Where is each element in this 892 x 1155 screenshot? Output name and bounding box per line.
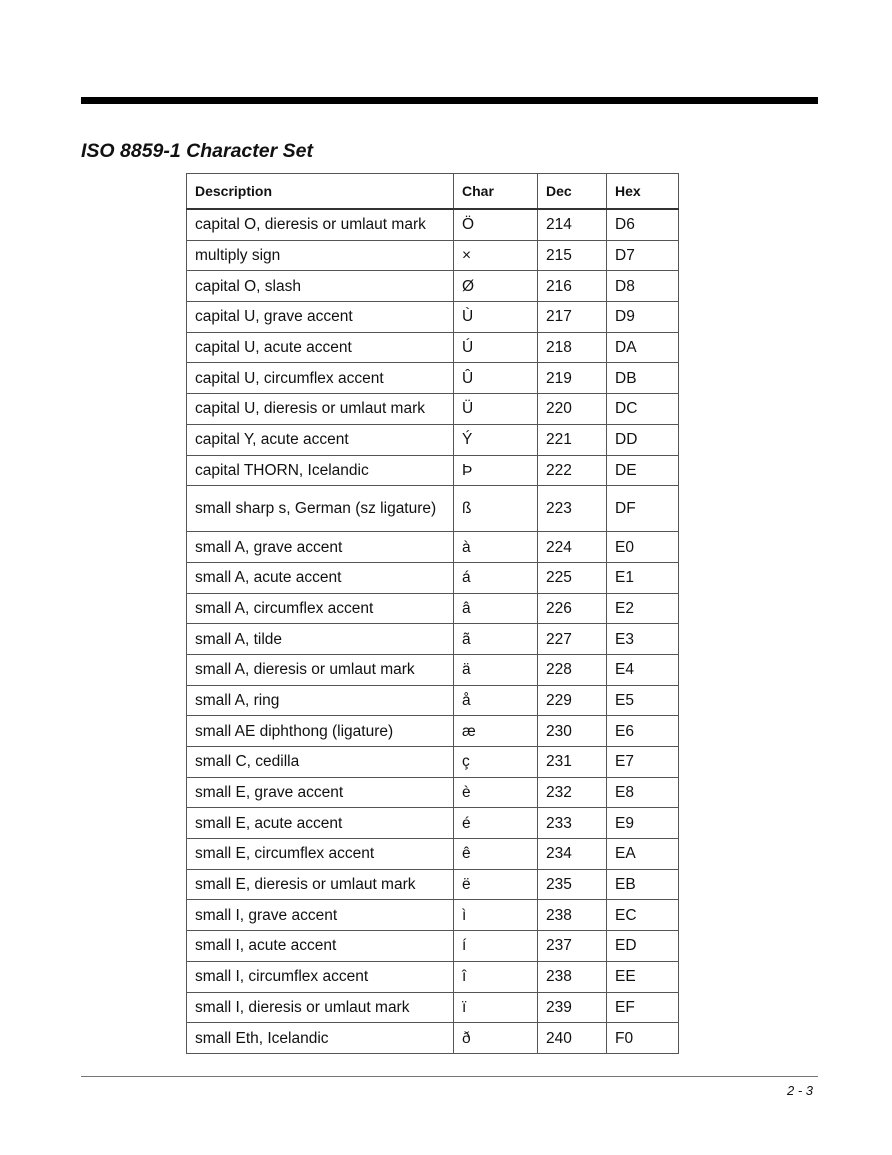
- cell-description: small I, dieresis or umlaut mark: [187, 992, 454, 1023]
- table-row: [187, 240, 679, 271]
- cell-char: è: [454, 777, 538, 808]
- cell-char: ê: [454, 839, 538, 870]
- table-row: [187, 654, 679, 685]
- cell-hex: DF: [607, 486, 679, 532]
- cell-hex: ED: [607, 931, 679, 962]
- cell-hex: D8: [607, 271, 679, 302]
- cell-description: capital U, acute accent: [187, 332, 454, 363]
- cell-dec: 234: [538, 839, 607, 870]
- header-description: Description: [187, 174, 454, 210]
- cell-description: capital THORN, Icelandic: [187, 455, 454, 486]
- table-row: [187, 777, 679, 808]
- cell-char: Ü: [454, 394, 538, 425]
- cell-dec: 237: [538, 931, 607, 962]
- cell-hex: E1: [607, 562, 679, 593]
- table-row: [187, 961, 679, 992]
- cell-dec: 222: [538, 455, 607, 486]
- cell-dec: 232: [538, 777, 607, 808]
- cell-description: small I, grave accent: [187, 900, 454, 931]
- cell-dec: 217: [538, 302, 607, 333]
- cell-char: ß: [454, 486, 538, 532]
- cell-char: æ: [454, 716, 538, 747]
- cell-hex: DB: [607, 363, 679, 394]
- table-row: [187, 808, 679, 839]
- cell-char: Ý: [454, 424, 538, 455]
- cell-description: capital Y, acute accent: [187, 424, 454, 455]
- cell-description: capital O, dieresis or umlaut mark: [187, 209, 454, 240]
- cell-hex: D6: [607, 209, 679, 240]
- cell-hex: EB: [607, 869, 679, 900]
- cell-dec: 226: [538, 593, 607, 624]
- cell-description: small E, acute accent: [187, 808, 454, 839]
- cell-dec: 231: [538, 747, 607, 778]
- cell-char: ï: [454, 992, 538, 1023]
- cell-dec: 229: [538, 685, 607, 716]
- table-row: [187, 1023, 679, 1054]
- cell-hex: D9: [607, 302, 679, 333]
- table-row: [187, 869, 679, 900]
- cell-hex: EE: [607, 961, 679, 992]
- cell-char: í: [454, 931, 538, 962]
- header-row: [187, 174, 679, 210]
- table-row: [187, 532, 679, 563]
- cell-description: small I, acute accent: [187, 931, 454, 962]
- cell-hex: E9: [607, 808, 679, 839]
- cell-dec: 218: [538, 332, 607, 363]
- cell-dec: 239: [538, 992, 607, 1023]
- character-table: [186, 173, 679, 1054]
- cell-char: Ö: [454, 209, 538, 240]
- cell-hex: F0: [607, 1023, 679, 1054]
- cell-dec: 225: [538, 562, 607, 593]
- cell-description: capital O, slash: [187, 271, 454, 302]
- cell-hex: D7: [607, 240, 679, 271]
- cell-char: å: [454, 685, 538, 716]
- cell-hex: E4: [607, 654, 679, 685]
- header-dec: Dec: [538, 174, 607, 210]
- cell-char: ä: [454, 654, 538, 685]
- table-row: [187, 839, 679, 870]
- cell-dec: 221: [538, 424, 607, 455]
- cell-dec: 227: [538, 624, 607, 655]
- table-row: [187, 562, 679, 593]
- table-row: [187, 685, 679, 716]
- cell-char: á: [454, 562, 538, 593]
- cell-char: é: [454, 808, 538, 839]
- table-body: [187, 209, 679, 1053]
- cell-description: small A, circumflex accent: [187, 593, 454, 624]
- table-row: [187, 931, 679, 962]
- cell-char: ×: [454, 240, 538, 271]
- cell-char: Û: [454, 363, 538, 394]
- cell-char: ã: [454, 624, 538, 655]
- cell-dec: 238: [538, 961, 607, 992]
- cell-hex: E5: [607, 685, 679, 716]
- cell-dec: 228: [538, 654, 607, 685]
- section-title: ISO 8859-1 Character Set: [81, 140, 313, 162]
- top-rule: [81, 97, 818, 104]
- cell-dec: 224: [538, 532, 607, 563]
- cell-char: Ù: [454, 302, 538, 333]
- cell-dec: 235: [538, 869, 607, 900]
- cell-char: ë: [454, 869, 538, 900]
- cell-description: small A, ring: [187, 685, 454, 716]
- page-number: 2 - 3: [786, 1083, 813, 1098]
- table-row: [187, 455, 679, 486]
- table-row: [187, 716, 679, 747]
- table-row: [187, 424, 679, 455]
- table-row: [187, 624, 679, 655]
- cell-hex: E2: [607, 593, 679, 624]
- cell-description: capital U, dieresis or umlaut mark: [187, 394, 454, 425]
- table-row: [187, 332, 679, 363]
- cell-dec: 230: [538, 716, 607, 747]
- cell-hex: DC: [607, 394, 679, 425]
- cell-description: small E, dieresis or umlaut mark: [187, 869, 454, 900]
- cell-dec: 214: [538, 209, 607, 240]
- cell-dec: 219: [538, 363, 607, 394]
- cell-char: î: [454, 961, 538, 992]
- cell-char: ð: [454, 1023, 538, 1054]
- cell-hex: E7: [607, 747, 679, 778]
- cell-hex: DA: [607, 332, 679, 363]
- table-row: [187, 486, 679, 532]
- cell-char: ç: [454, 747, 538, 778]
- cell-dec: 216: [538, 271, 607, 302]
- cell-dec: 240: [538, 1023, 607, 1054]
- table-row: [187, 900, 679, 931]
- cell-description: small AE diphthong (ligature): [187, 716, 454, 747]
- table-header: [187, 174, 679, 210]
- cell-description: small Eth, Icelandic: [187, 1023, 454, 1054]
- cell-char: Ø: [454, 271, 538, 302]
- cell-description: small A, tilde: [187, 624, 454, 655]
- cell-description: capital U, circumflex accent: [187, 363, 454, 394]
- cell-dec: 220: [538, 394, 607, 425]
- cell-description: small E, circumflex accent: [187, 839, 454, 870]
- footer-rule: [81, 1076, 818, 1077]
- cell-description: small A, grave accent: [187, 532, 454, 563]
- cell-hex: EF: [607, 992, 679, 1023]
- cell-dec: 223: [538, 486, 607, 532]
- cell-hex: EA: [607, 839, 679, 870]
- cell-description: multiply sign: [187, 240, 454, 271]
- cell-dec: 238: [538, 900, 607, 931]
- cell-char: â: [454, 593, 538, 624]
- cell-description: small I, circumflex accent: [187, 961, 454, 992]
- cell-dec: 215: [538, 240, 607, 271]
- cell-hex: EC: [607, 900, 679, 931]
- cell-dec: 233: [538, 808, 607, 839]
- table-row: [187, 747, 679, 778]
- cell-description: small A, acute accent: [187, 562, 454, 593]
- cell-hex: E3: [607, 624, 679, 655]
- cell-char: à: [454, 532, 538, 563]
- cell-description: small sharp s, German (sz ligature): [187, 486, 454, 532]
- cell-hex: E0: [607, 532, 679, 563]
- table-row: [187, 302, 679, 333]
- table-row: [187, 209, 679, 240]
- cell-hex: DE: [607, 455, 679, 486]
- cell-char: Ú: [454, 332, 538, 363]
- table-row: [187, 992, 679, 1023]
- table-row: [187, 363, 679, 394]
- table-row: [187, 394, 679, 425]
- cell-hex: E8: [607, 777, 679, 808]
- table-row: [187, 271, 679, 302]
- cell-hex: DD: [607, 424, 679, 455]
- cell-description: small A, dieresis or umlaut mark: [187, 654, 454, 685]
- cell-description: small E, grave accent: [187, 777, 454, 808]
- table-row: [187, 593, 679, 624]
- header-char: Char: [454, 174, 538, 210]
- cell-char: ì: [454, 900, 538, 931]
- cell-description: small C, cedilla: [187, 747, 454, 778]
- cell-char: Þ: [454, 455, 538, 486]
- header-hex: Hex: [607, 174, 679, 210]
- cell-description: capital U, grave accent: [187, 302, 454, 333]
- cell-hex: E6: [607, 716, 679, 747]
